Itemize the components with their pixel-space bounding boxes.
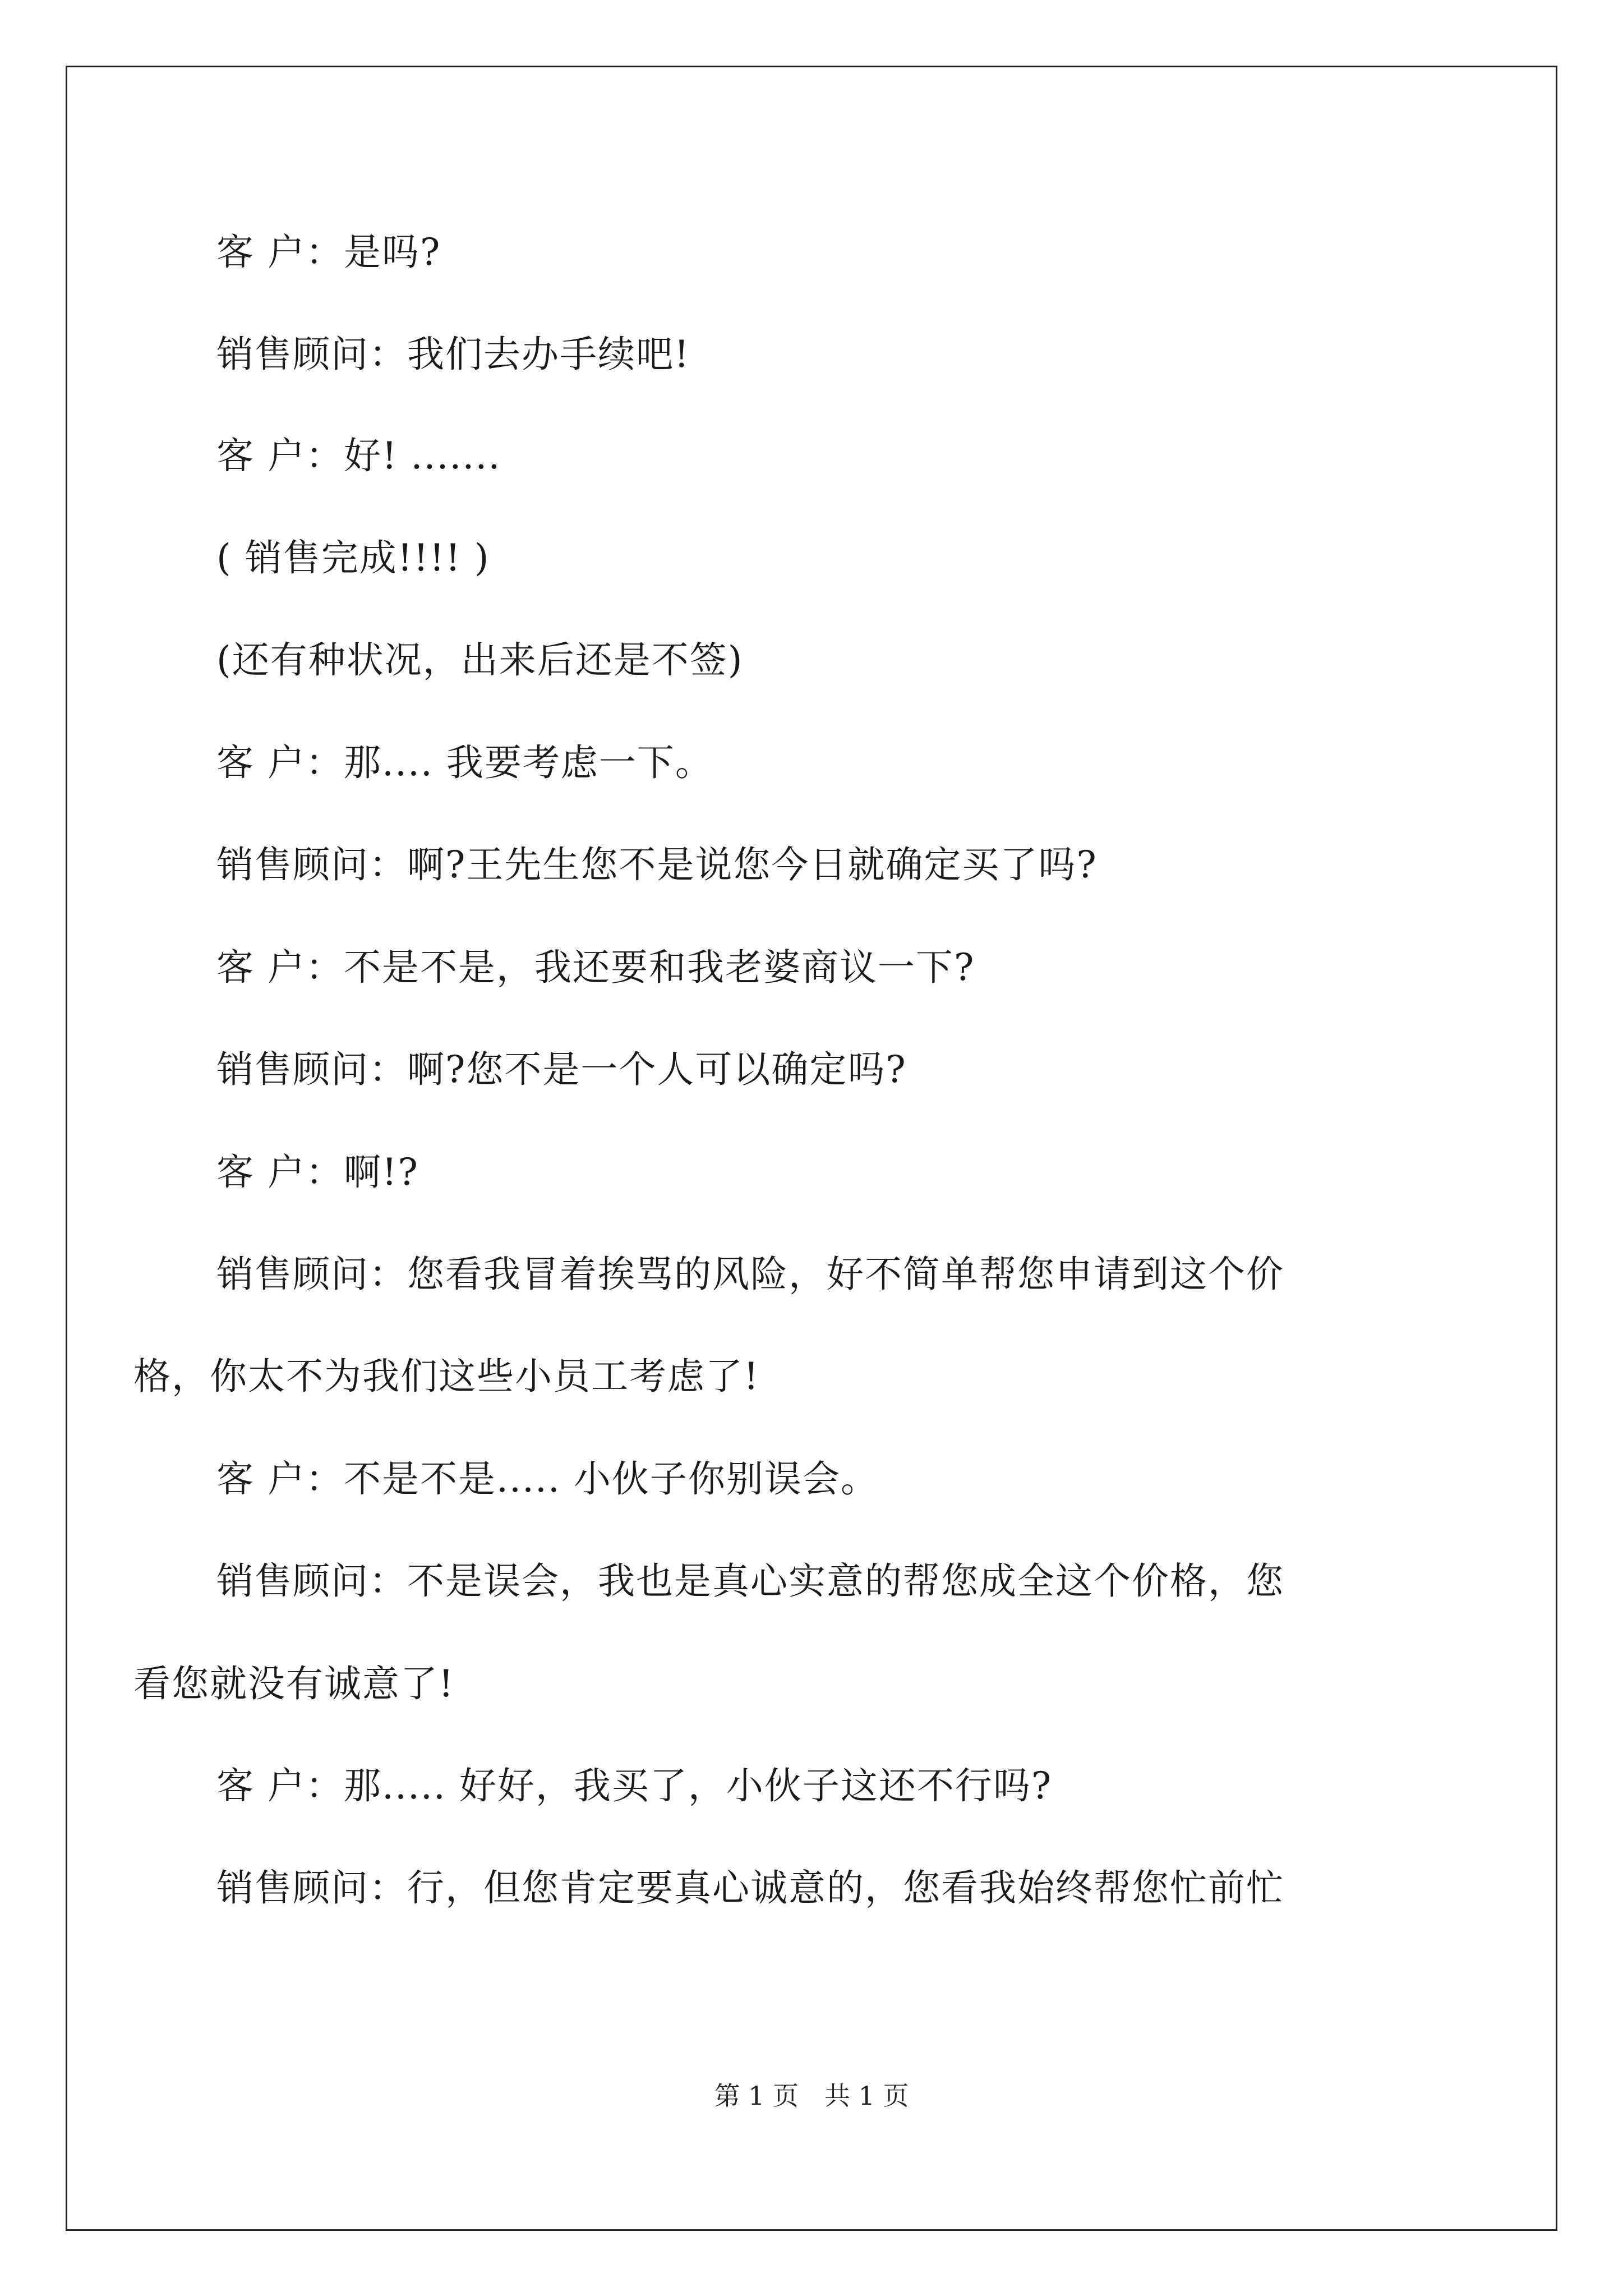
dialogue-line: 客 户：那.... 我要考虑一下。 (216, 741, 713, 784)
dialogue-line: 销售顾问：啊?您不是一个人可以确定吗? (216, 1048, 907, 1091)
dialogue-line: 客 户：好! ....... (216, 434, 501, 477)
dialogue-line: 销售顾问：我们去办手续吧! (216, 333, 690, 376)
dialogue-line-continuation: 格，你太不为我们这些小员工考虑了! (133, 1355, 760, 1398)
dialogue-line: 客 户：不是不是..... 小伙子你别误会。 (216, 1457, 879, 1501)
dialogue-line: ( 销售完成!!!! ) (216, 536, 490, 579)
dialogue-line: 客 户：那..... 好好，我买了，小伙子这还不行吗? (216, 1764, 1053, 1807)
dialogue-line: 销售顾问：啊?王先生您不是说您今日就确定买了吗? (216, 843, 1098, 886)
dialogue-line: 销售顾问：您看我冒着挨骂的风险，好不简单帮您申请到这个价 (216, 1253, 1284, 1296)
dialogue-line: 销售顾问：不是误会，我也是真心实意的帮您成全这个价格，您 (216, 1559, 1284, 1603)
page-number-footer: 第 1 页 共 1 页 (714, 2081, 909, 2111)
dialogue-line: (还有种状况，出来后还是不签) (216, 638, 744, 682)
dialogue-line-continuation: 看您就没有诚意了! (133, 1662, 455, 1705)
dialogue-line: 销售顾问：行，但您肯定要真心诚意的，您看我始终帮您忙前忙 (216, 1866, 1284, 1910)
dialogue-line: 客 户：啊!? (216, 1151, 419, 1194)
dialogue-line: 客 户：是吗? (216, 231, 441, 274)
dialogue-line: 客 户：不是不是，我还要和我老婆商议一下? (216, 946, 975, 989)
